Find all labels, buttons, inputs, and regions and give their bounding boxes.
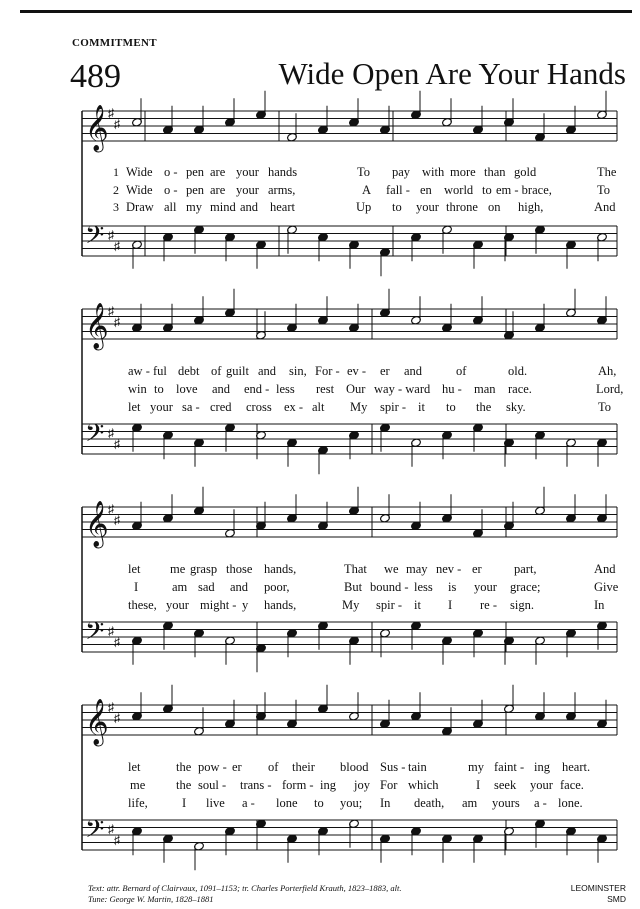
lyric-syllable: rest: [316, 382, 335, 396]
lyric-syllable: And: [594, 200, 616, 214]
lyric-syllable: sign.: [510, 598, 534, 612]
lyric-syllable: a -: [242, 796, 255, 810]
lyric-syllable: pen: [186, 165, 205, 179]
lyric-syllable: er: [472, 562, 482, 576]
lyric-syllable: joy: [354, 778, 370, 792]
lyric-syllable: sin,: [289, 364, 307, 378]
lyric-syllable: your: [236, 183, 259, 197]
lyric-syllable: win: [128, 382, 147, 396]
lyric-syllable: hu -: [442, 382, 462, 396]
lyric-syllable: em - brace,: [496, 183, 552, 197]
lyric-syllable: me: [130, 778, 146, 792]
lyric-syllable: all: [164, 200, 177, 214]
lyric-line: [0, 165, 640, 181]
lyric-syllable: er: [380, 364, 390, 378]
treble-clef: 𝄞: [85, 501, 109, 547]
sharp-sign: ♯: [114, 239, 120, 253]
lyric-line: [0, 580, 640, 596]
lyric-syllable: To: [597, 183, 611, 197]
lyric-syllable: I: [476, 778, 481, 792]
lyric-syllable: trans -: [240, 778, 272, 792]
lyric-syllable: your: [474, 580, 497, 594]
lyric-syllable: am: [172, 580, 188, 594]
lyric-syllable: en: [420, 183, 432, 197]
lyric-syllable: Wide: [126, 165, 153, 179]
lyric-syllable: debt: [178, 364, 200, 378]
lyric-syllable: a -: [534, 796, 547, 810]
verse-number: 3: [113, 200, 119, 214]
lyric-syllable: nev -: [436, 562, 462, 576]
lyric-syllable: your: [530, 778, 553, 792]
sharp-sign: ♯: [114, 635, 120, 649]
lyric-syllable: er: [232, 760, 242, 774]
sharp-sign: ♯: [108, 106, 114, 120]
tune-name: LEOMINSTER: [570, 883, 626, 893]
lyric-syllable: spir -: [376, 598, 403, 612]
lyric-syllable: your: [416, 200, 439, 214]
lyric-syllable: let: [128, 562, 141, 576]
lyric-syllable: to: [154, 382, 164, 396]
lyric-syllable: tain: [408, 760, 427, 774]
lyric-syllable: seek: [494, 778, 517, 792]
lyric-syllable: love: [176, 382, 198, 396]
lyric-syllable: my: [468, 760, 484, 774]
lyric-syllable: Up: [356, 200, 372, 214]
bass-clef: 𝄢: [85, 815, 105, 850]
lyric-syllable: of: [456, 364, 467, 378]
lyric-syllable: Give: [594, 580, 619, 594]
lyric-syllable: y: [242, 598, 249, 612]
lyric-line: [0, 382, 640, 398]
lyric-syllable: you;: [340, 796, 363, 810]
lyric-syllable: death,: [414, 796, 445, 810]
lyric-syllable: is: [448, 580, 457, 594]
sharp-sign: ♯: [114, 117, 120, 131]
lyric-syllable: which: [408, 778, 439, 792]
lyric-syllable: part,: [514, 562, 537, 576]
lyric-syllable: grasp: [190, 562, 218, 576]
lyric-syllable: throne: [446, 200, 478, 214]
lyric-syllable: ex -: [284, 400, 304, 414]
lyric-line: [0, 598, 640, 614]
lyric-syllable: am: [462, 796, 478, 810]
lyric-syllable: In: [380, 796, 391, 810]
lyric-line: [0, 778, 640, 794]
lyric-syllable: face.: [560, 778, 584, 792]
lyric-syllable: The: [597, 165, 617, 179]
section-heading: COMMITMENT: [72, 37, 157, 49]
lyric-syllable: to: [446, 400, 456, 414]
lyric-syllable: life,: [128, 796, 148, 810]
lyric-syllable: heart: [270, 200, 295, 214]
lyric-syllable: pow -: [198, 760, 227, 774]
lyric-syllable: world: [444, 183, 474, 197]
lyric-syllable: let: [128, 400, 141, 414]
lyric-syllable: o -: [164, 165, 178, 179]
hymn-title: Wide Open Are Your Hands: [278, 56, 626, 91]
sharp-sign: ♯: [108, 304, 114, 318]
lyric-syllable: To: [598, 400, 612, 414]
lyric-syllable: Lord,: [596, 382, 624, 396]
lyric-line: [0, 796, 640, 812]
lyric-syllable: alt: [312, 400, 325, 414]
lyric-syllable: race.: [508, 382, 532, 396]
lyric-syllable: sky.: [506, 400, 526, 414]
lyric-syllable: might -: [200, 598, 237, 612]
lyric-syllable: it: [418, 400, 425, 414]
lyric-syllable: the: [176, 778, 192, 792]
lyric-syllable: and: [404, 364, 423, 378]
lyric-line: [0, 183, 640, 199]
lyric-syllable: pay: [392, 165, 411, 179]
hymn-number: 489: [70, 58, 121, 95]
lyric-syllable: live: [206, 796, 225, 810]
lyric-syllable: form -: [282, 778, 314, 792]
lyric-syllable: yours: [492, 796, 520, 810]
lyric-syllable: let: [128, 760, 141, 774]
lyric-syllable: That: [344, 562, 367, 576]
lyric-syllable: may: [406, 562, 428, 576]
lyric-syllable: and: [258, 364, 277, 378]
lyric-syllable: fall -: [386, 183, 410, 197]
lyric-syllable: of: [268, 760, 279, 774]
lyric-syllable: bound -: [370, 580, 409, 594]
sharp-sign: ♯: [114, 437, 120, 451]
lyric-syllable: In: [594, 598, 605, 612]
lyric-syllable: these,: [128, 598, 157, 612]
bass-clef: 𝄢: [85, 617, 105, 652]
sharp-sign: ♯: [108, 624, 114, 638]
lyric-syllable: your: [236, 165, 259, 179]
lyric-syllable: and: [212, 382, 231, 396]
lyric-syllable: For: [380, 778, 398, 792]
lyric-syllable: I: [134, 580, 139, 594]
lyric-syllable: And: [594, 562, 616, 576]
lyric-syllable: My: [342, 598, 360, 612]
credits: [88, 883, 401, 905]
lyric-syllable: to: [392, 200, 402, 214]
lyric-line: [0, 400, 640, 416]
sharp-sign: ♯: [108, 426, 114, 440]
lyric-syllable: aw - ful: [128, 364, 167, 378]
sharp-sign: ♯: [108, 228, 114, 242]
lyric-syllable: man: [474, 382, 496, 396]
lyric-syllable: lone.: [558, 796, 583, 810]
lyric-syllable: cross: [246, 400, 272, 414]
lyric-syllable: spir -: [380, 400, 407, 414]
lyric-syllable: on: [488, 200, 501, 214]
lyric-syllable: Our: [346, 382, 366, 396]
lyric-syllable: soul -: [198, 778, 227, 792]
lyric-syllable: and: [240, 200, 259, 214]
lyric-syllable: and: [230, 580, 249, 594]
text-credit: Text: attr. Bernard of Clairvaux, 1091–1153; tr. Charles Porterfield Krauth, 1823–1883, alt.: [88, 883, 402, 893]
lyric-line: [0, 562, 640, 578]
lyric-syllable: grace;: [510, 580, 541, 594]
lyric-syllable: the: [476, 400, 492, 414]
lyric-syllable: lone: [276, 796, 298, 810]
lyric-syllable: way - ward: [374, 382, 431, 396]
lyric-syllable: more: [450, 165, 476, 179]
lyric-syllable: blood: [340, 760, 369, 774]
lyric-syllable: hands: [268, 165, 298, 179]
lyric-syllable: we: [384, 562, 399, 576]
lyric-syllable: Wide: [126, 183, 153, 197]
lyric-syllable: gold: [514, 165, 537, 179]
tune-credit: Tune: George W. Martin, 1828–1881: [88, 894, 214, 904]
lyric-syllable: end -: [244, 382, 270, 396]
sharp-sign: ♯: [108, 822, 114, 836]
treble-clef: 𝄞: [85, 105, 109, 151]
lyric-syllable: those: [226, 562, 253, 576]
sharp-sign: ♯: [108, 700, 114, 714]
lyric-syllable: Sus -: [380, 760, 406, 774]
lyric-syllable: To: [357, 165, 371, 179]
sharp-sign: ♯: [108, 502, 114, 516]
lyric-syllable: Draw: [126, 200, 154, 214]
lyric-syllable: I: [182, 796, 187, 810]
lyric-syllable: But: [344, 580, 363, 594]
lyric-syllable: than: [484, 165, 506, 179]
lyric-line: [0, 364, 640, 380]
verse-number: 2: [113, 183, 119, 197]
lyric-syllable: My: [350, 400, 368, 414]
lyric-syllable: the: [176, 760, 192, 774]
verse-number: 1: [113, 165, 119, 179]
lyric-syllable: faint -: [494, 760, 525, 774]
lyric-syllable: old.: [508, 364, 528, 378]
lyric-syllable: cred: [210, 400, 232, 414]
sharp-sign: ♯: [114, 513, 120, 527]
lyric-syllable: ing: [320, 778, 336, 792]
lyric-syllable: to: [314, 796, 324, 810]
lyric-syllable: re -: [480, 598, 497, 612]
lyric-syllable: pen: [186, 183, 205, 197]
lyric-syllable: Ah,: [598, 364, 617, 378]
lyric-syllable: are: [210, 183, 226, 197]
lyric-syllable: hands,: [264, 598, 297, 612]
lyric-syllable: to: [482, 183, 492, 197]
lyric-syllable: guilt: [226, 364, 249, 378]
lyric-syllable: sad: [198, 580, 215, 594]
lyric-syllable: o -: [164, 183, 178, 197]
tune-info: [571, 883, 626, 905]
sharp-sign: ♯: [114, 833, 120, 847]
meter: SMD: [607, 894, 626, 904]
lyric-syllable: arms,: [268, 183, 296, 197]
lyric-syllable: poor,: [264, 580, 290, 594]
lyric-syllable: their: [292, 760, 315, 774]
bass-clef: 𝄢: [85, 221, 105, 256]
sharp-sign: ♯: [114, 315, 120, 329]
lyric-syllable: ev -: [347, 364, 367, 378]
lyric-syllable: mind: [210, 200, 236, 214]
treble-clef: 𝄞: [85, 303, 109, 349]
lyric-syllable: I: [448, 598, 453, 612]
lyric-syllable: it: [414, 598, 421, 612]
lyric-syllable: high,: [518, 200, 544, 214]
lyric-syllable: your: [166, 598, 189, 612]
lyric-syllable: hands,: [264, 562, 297, 576]
lyric-syllable: A: [362, 183, 372, 197]
lyric-syllable: less: [276, 382, 295, 396]
lyric-line: [0, 760, 640, 776]
lyric-syllable: heart.: [562, 760, 591, 774]
lyric-syllable: my: [186, 200, 202, 214]
lyric-syllable: me: [170, 562, 186, 576]
lyric-line: [0, 200, 640, 216]
lyric-syllable: your: [150, 400, 173, 414]
lyric-syllable: are: [210, 165, 226, 179]
sharp-sign: ♯: [114, 711, 120, 725]
lyric-syllable: sa -: [182, 400, 200, 414]
lyric-syllable: For -: [315, 364, 340, 378]
treble-clef: 𝄞: [85, 699, 109, 745]
lyric-syllable: of: [211, 364, 222, 378]
lyric-syllable: less: [414, 580, 433, 594]
bass-clef: 𝄢: [85, 419, 105, 454]
lyric-syllable: ing: [534, 760, 550, 774]
lyric-syllable: with: [422, 165, 445, 179]
